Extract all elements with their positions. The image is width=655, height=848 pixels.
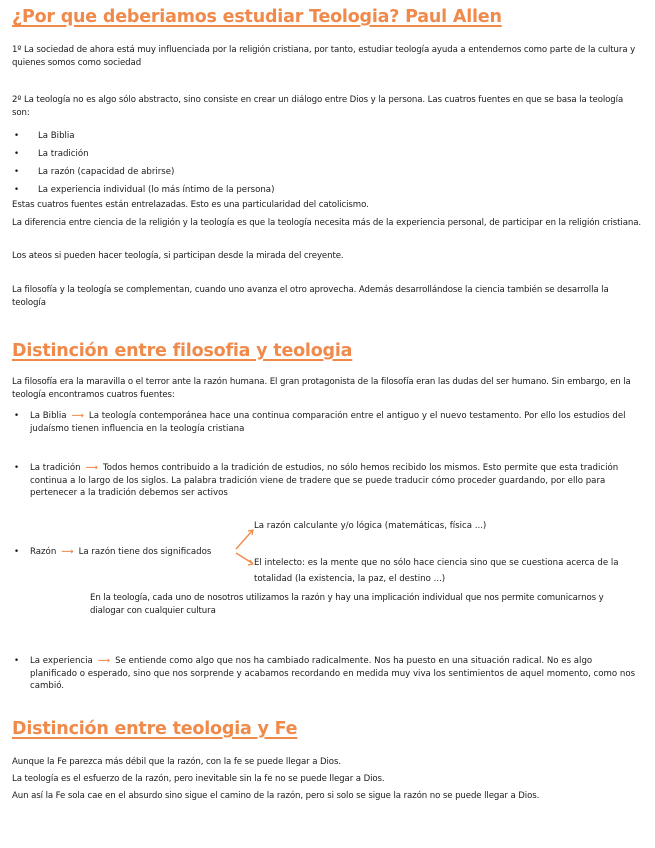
arrow-right-icon: ⟶ <box>97 656 111 666</box>
intro-paragraph-3: Estas cuatros fuentes están entrelazadas. Esto es una particularidad del catolicismo. <box>12 200 369 210</box>
bullet-icon: • <box>14 411 20 421</box>
bullet-icon: • <box>14 131 20 141</box>
fuente-label: La tradición <box>30 463 81 473</box>
intro-paragraph-2: 2º La teología no es algo sólo abstracto, sino consiste en crear un diálogo entre Dios y la persona. Las cuatros fuentes en que se basa la teología son: <box>12 95 624 118</box>
branch-arrows-icon <box>234 527 256 573</box>
source-item-biblia: • La Biblia <box>14 131 75 141</box>
bullet-icon: • <box>14 167 20 177</box>
fe-line-1: Aunque la Fe parezca más débil que la razón, con la fe se puede llegar a Dios. <box>12 757 341 767</box>
section-title-teologia-fe: Distinción entre teologia y Fe <box>12 719 298 739</box>
bullet-icon: • <box>14 547 20 557</box>
intro-paragraph-4: La diferencia entre ciencia de la religión y la teología es que la teología necesita más de la experiencia personal, de participar en la religión cristiana. <box>12 218 642 228</box>
section-title-filosofia-teologia: Distinción entre filosofia y teologia <box>12 341 353 361</box>
source-item-experiencia: • La experiencia individual (lo más íntimo de la persona) <box>14 185 275 195</box>
razon-meaning-a: La razón calculante y/o lógica (matemáticas, física ...) <box>254 521 487 531</box>
source-item-tradicion: • La tradición <box>14 149 89 159</box>
fuente-text: La teología contemporánea hace una continua comparación entre el antiguo y el nuevo testamento. Por ello los estudios del judaísmo tienen influencia en la teología cristiana <box>30 411 626 434</box>
fuente-text: Se entiende como algo que nos ha cambiado radicalmente. Nos ha puesto en una situación radical. No es algo planificado o esperado, sino que nos sorprende y acabamos recordando en medida muy viva los sentimientos de aquel momento, como nos cambió. <box>30 656 636 691</box>
fuente-text: Todos hemos contribuido a la tradición de estudios, no sólo hemos recibido los mismos. Esto permite que esta tradición continua a lo largo de los siglos. La palabra tradición viene de tradere que se puede traducir cómo proceder guardando, por ello para pertenecer a la tradición debemos ser activos <box>30 463 619 498</box>
intro-paragraph-6: La filosofía y la teología se complementan, cuando uno avanza el otro aprovecha. Además desarrollándose la ciencia también se desarrolla la teología <box>12 285 609 308</box>
intro-paragraph-1: 1º La sociedad de ahora está muy influenciada por la religión cristiana, por tanto, estudiar teología ayuda a entendernos como parte de la cultura y quienes somos como sociedad <box>12 45 636 68</box>
section2-paragraph: La filosofía era la maravilla o el terror ante la razón humana. El gran protagonista de la filosofía eran las dudas del ser humano. Sin embargo, en la teología encontramos cuatros fuentes: <box>12 377 631 400</box>
intro-paragraph-5: Los ateos si pueden hacer teología, si participan desde la mirada del creyente. <box>12 251 344 261</box>
arrow-right-icon: ⟶ <box>71 411 84 421</box>
fuente-text: La razón tiene dos significados <box>78 547 212 557</box>
arrow-right-icon: ⟶ <box>61 547 74 557</box>
page-title: ¿Por que deberiamos estudiar Teologia? Paul Allen <box>12 7 502 27</box>
arrow-right-icon: ⟶ <box>85 463 98 473</box>
fuente-label: Razón <box>30 547 57 557</box>
fuente-label: La Biblia <box>30 411 67 421</box>
fe-line-2: La teología es el esfuerzo de la razón, pero inevitable sin la fe no se puede llegar a Dios. <box>12 774 385 784</box>
razon-meaning-b-line2: totalidad (la existencia, la paz, el destino ...) <box>254 574 446 584</box>
razon-extra-paragraph: En la teología, cada uno de nosotros utilizamos la razón y hay una implicación individual que nos permite comunicarnos y dialogar con cualquier cultura <box>90 593 604 616</box>
razon-meaning-b-line1: El intelecto: es la mente que no sólo hace ciencia sino que se cuestiona acerca de la <box>254 558 619 568</box>
fuente-label: La experiencia <box>30 656 93 666</box>
bullet-icon: • <box>14 149 20 159</box>
bullet-icon: • <box>14 185 20 195</box>
fe-line-3: Aun así la Fe sola cae en el absurdo sino sigue el camino de la razón, pero si solo se sigue la razón no se puede llegar a Dios. <box>12 791 540 801</box>
source-item-razon: • La razón (capacidad de abrirse) <box>14 167 175 177</box>
bullet-icon: • <box>14 463 20 473</box>
bullet-icon: • <box>14 656 20 666</box>
